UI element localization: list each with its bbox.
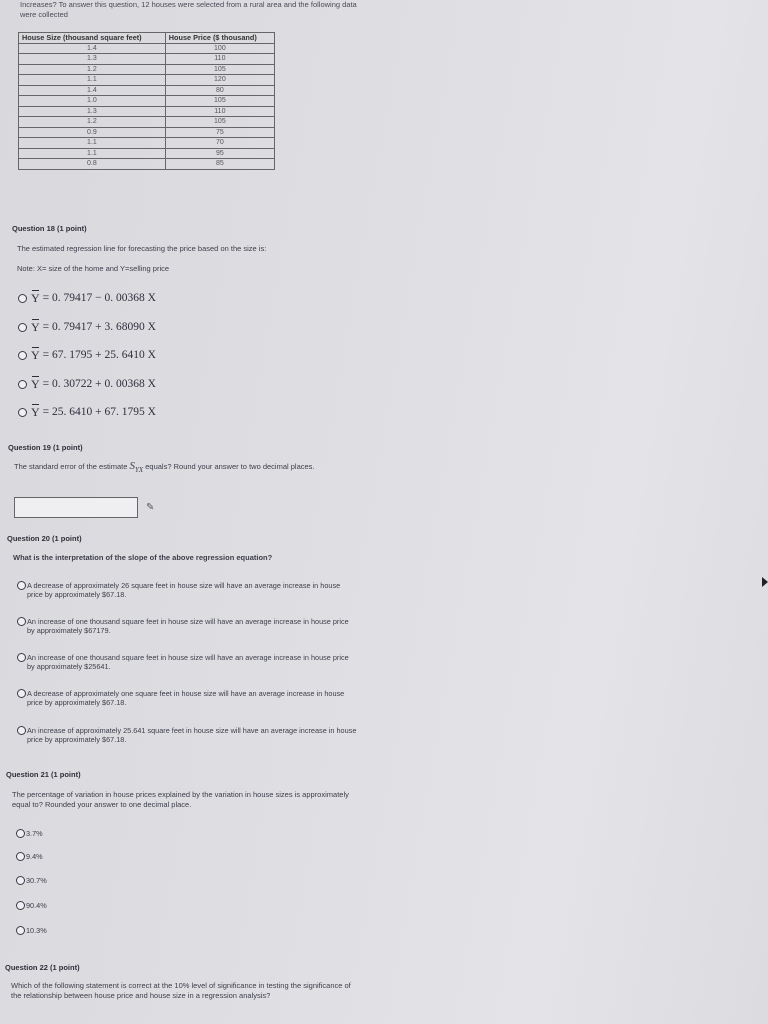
cell-house-size: 1.1 bbox=[19, 75, 166, 86]
radio-button[interactable] bbox=[17, 726, 26, 735]
cell-house-size: 1.2 bbox=[19, 117, 166, 128]
q20-option-4-label: A decrease of approximately one square feet in house size will have an average increase in house price by approximately $67.18. bbox=[27, 689, 345, 707]
cell-house-size: 1.1 bbox=[19, 138, 166, 149]
column-header-size: House Size (thousand square feet) bbox=[19, 33, 166, 44]
cell-house-price: 85 bbox=[165, 159, 274, 170]
cell-house-size: 1.3 bbox=[19, 54, 166, 65]
q20-option-2[interactable] bbox=[17, 617, 357, 635]
table-row bbox=[19, 43, 275, 54]
q20-option-2-label: An increase of one thousand square feet in house size will have an average increase in house price by approximately $67179. bbox=[27, 617, 349, 635]
q18-option-2[interactable] bbox=[18, 320, 156, 334]
q21-option-1[interactable] bbox=[16, 829, 43, 838]
q18-option-5-label: = 25. 6410 + 67. 1795 X bbox=[42, 406, 156, 418]
cell-house-size: 1.1 bbox=[19, 148, 166, 159]
q19-text bbox=[14, 462, 364, 476]
q18-option-2-label: = 0. 79417 + 3. 68090 X bbox=[42, 321, 156, 333]
cell-house-size: 1.4 bbox=[19, 85, 166, 96]
table-row bbox=[19, 106, 275, 117]
q20-option-5-label: An increase of approximately 25.641 square feet in house size will have an average increase in house price by approximately $67.18. bbox=[27, 726, 357, 744]
q20-title: Question 20 (1 point) bbox=[7, 534, 82, 543]
cell-house-price: 105 bbox=[165, 64, 274, 75]
table-row bbox=[19, 54, 275, 65]
pencil-icon: ✎ bbox=[146, 502, 155, 513]
radio-button[interactable] bbox=[18, 323, 27, 332]
table-row bbox=[19, 148, 275, 159]
table-row bbox=[19, 96, 275, 107]
column-header-price: House Price ($ thousand) bbox=[165, 33, 274, 44]
syx-symbol bbox=[129, 460, 144, 475]
q22-text: Which of the following statement is correct at the 10% level of significance in testing the significance of the relationship between house price and house size in a regression analysis? bbox=[11, 981, 351, 1000]
q21-option-3-label: 30.7% bbox=[26, 876, 47, 885]
q21-option-5[interactable] bbox=[16, 926, 47, 935]
y-hat-symbol: Y bbox=[31, 319, 40, 334]
cell-house-price: 100 bbox=[165, 43, 274, 54]
q21-option-1-label: 3.7% bbox=[26, 829, 43, 838]
y-hat-symbol: Y bbox=[31, 347, 40, 362]
q21-option-3[interactable] bbox=[16, 876, 47, 885]
table-header-row bbox=[19, 33, 275, 44]
q18-title: Question 18 (1 point) bbox=[12, 224, 87, 233]
radio-button[interactable] bbox=[16, 829, 25, 838]
cell-house-size: 0.9 bbox=[19, 127, 166, 138]
y-hat-symbol: Y bbox=[31, 404, 40, 419]
q20-option-3[interactable] bbox=[17, 653, 357, 671]
q18-option-1-label: = 0. 79417 − 0. 00368 X bbox=[42, 292, 156, 304]
table-row bbox=[19, 117, 275, 128]
cell-house-price: 110 bbox=[165, 106, 274, 117]
cell-house-price: 95 bbox=[165, 148, 274, 159]
radio-button[interactable] bbox=[17, 617, 26, 626]
q20-text: What is the interpretation of the slope of the above regression equation? bbox=[13, 553, 273, 562]
radio-button[interactable] bbox=[17, 653, 26, 662]
q21-option-4-label: 90.4% bbox=[26, 901, 47, 910]
radio-button[interactable] bbox=[17, 689, 26, 698]
table-row bbox=[19, 138, 275, 149]
y-hat-symbol: Y bbox=[31, 290, 40, 305]
cell-house-price: 105 bbox=[165, 117, 274, 128]
cell-house-size: 1.2 bbox=[19, 64, 166, 75]
right-arrow-icon bbox=[762, 577, 768, 587]
radio-button[interactable] bbox=[17, 581, 26, 590]
syx-symbol-subscript: YX bbox=[134, 466, 144, 475]
house-data-table bbox=[18, 32, 275, 170]
radio-button[interactable] bbox=[18, 351, 27, 360]
cell-house-size: 0.8 bbox=[19, 159, 166, 170]
cell-house-price: 75 bbox=[165, 127, 274, 138]
q19-text-after: equals? Round your answer to two decimal places. bbox=[145, 462, 315, 471]
radio-button[interactable] bbox=[16, 901, 25, 910]
radio-button[interactable] bbox=[18, 408, 27, 417]
q19-title: Question 19 (1 point) bbox=[8, 443, 83, 452]
q18-option-3[interactable] bbox=[18, 348, 156, 362]
radio-button[interactable] bbox=[18, 294, 27, 303]
cell-house-size: 1.0 bbox=[19, 96, 166, 107]
q19-answer-input[interactable] bbox=[14, 497, 138, 518]
q20-option-3-label: An increase of one thousand square feet in house size will have an average increase in house price by approximately $25641. bbox=[27, 653, 349, 671]
cell-house-price: 80 bbox=[165, 85, 274, 96]
cell-house-size: 1.4 bbox=[19, 43, 166, 54]
cell-house-price: 110 bbox=[165, 54, 274, 65]
q18-option-5[interactable] bbox=[18, 405, 156, 419]
q18-note: Note: X= size of the home and Y=selling price bbox=[17, 264, 170, 273]
q18-option-4-label: = 0. 30722 + 0. 00368 X bbox=[42, 378, 156, 390]
q20-option-1-label: A decrease of approximately 26 square feet in house size will have an average increase in house price by approximately $67.18. bbox=[27, 581, 341, 599]
q21-option-4[interactable] bbox=[16, 901, 47, 910]
cell-house-price: 120 bbox=[165, 75, 274, 86]
table-row bbox=[19, 159, 275, 170]
q21-title: Question 21 (1 point) bbox=[6, 770, 81, 779]
q19-text-before: The standard error of the estimate bbox=[14, 462, 128, 471]
q18-option-4[interactable] bbox=[18, 377, 156, 391]
q18-text: The estimated regression line for forecasting the price based on the size is: bbox=[17, 244, 267, 253]
table-row bbox=[19, 127, 275, 138]
q20-option-1[interactable] bbox=[17, 581, 357, 599]
cell-house-price: 105 bbox=[165, 96, 274, 107]
radio-button[interactable] bbox=[16, 876, 25, 885]
y-hat-symbol: Y bbox=[31, 376, 40, 391]
radio-button[interactable] bbox=[16, 852, 25, 861]
q21-text: The percentage of variation in house prices explained by the variation in house sizes is approximately equal to? Rounded your answer to one decimal place. bbox=[12, 790, 349, 809]
syx-symbol-letter: S bbox=[129, 460, 135, 472]
question-intro-text: Increases? To answer this question, 12 houses were selected from a rural area and the following data were collected bbox=[20, 0, 357, 19]
q21-option-2-label: 9.4% bbox=[26, 852, 43, 861]
radio-button[interactable] bbox=[18, 380, 27, 389]
radio-button[interactable] bbox=[16, 926, 25, 935]
q20-option-4[interactable] bbox=[17, 689, 357, 707]
q18-option-1[interactable] bbox=[18, 291, 156, 305]
cell-house-price: 70 bbox=[165, 138, 274, 149]
table-row bbox=[19, 85, 275, 96]
q21-option-5-label: 10.3% bbox=[26, 926, 47, 935]
q21-option-2[interactable] bbox=[16, 852, 43, 861]
cell-house-size: 1.3 bbox=[19, 106, 166, 117]
q22-title: Question 22 (1 point) bbox=[5, 963, 80, 972]
table-row bbox=[19, 64, 275, 75]
q20-option-5[interactable] bbox=[17, 726, 357, 744]
q18-option-3-label: = 67. 1795 + 25. 6410 X bbox=[42, 349, 156, 361]
table-row bbox=[19, 75, 275, 86]
